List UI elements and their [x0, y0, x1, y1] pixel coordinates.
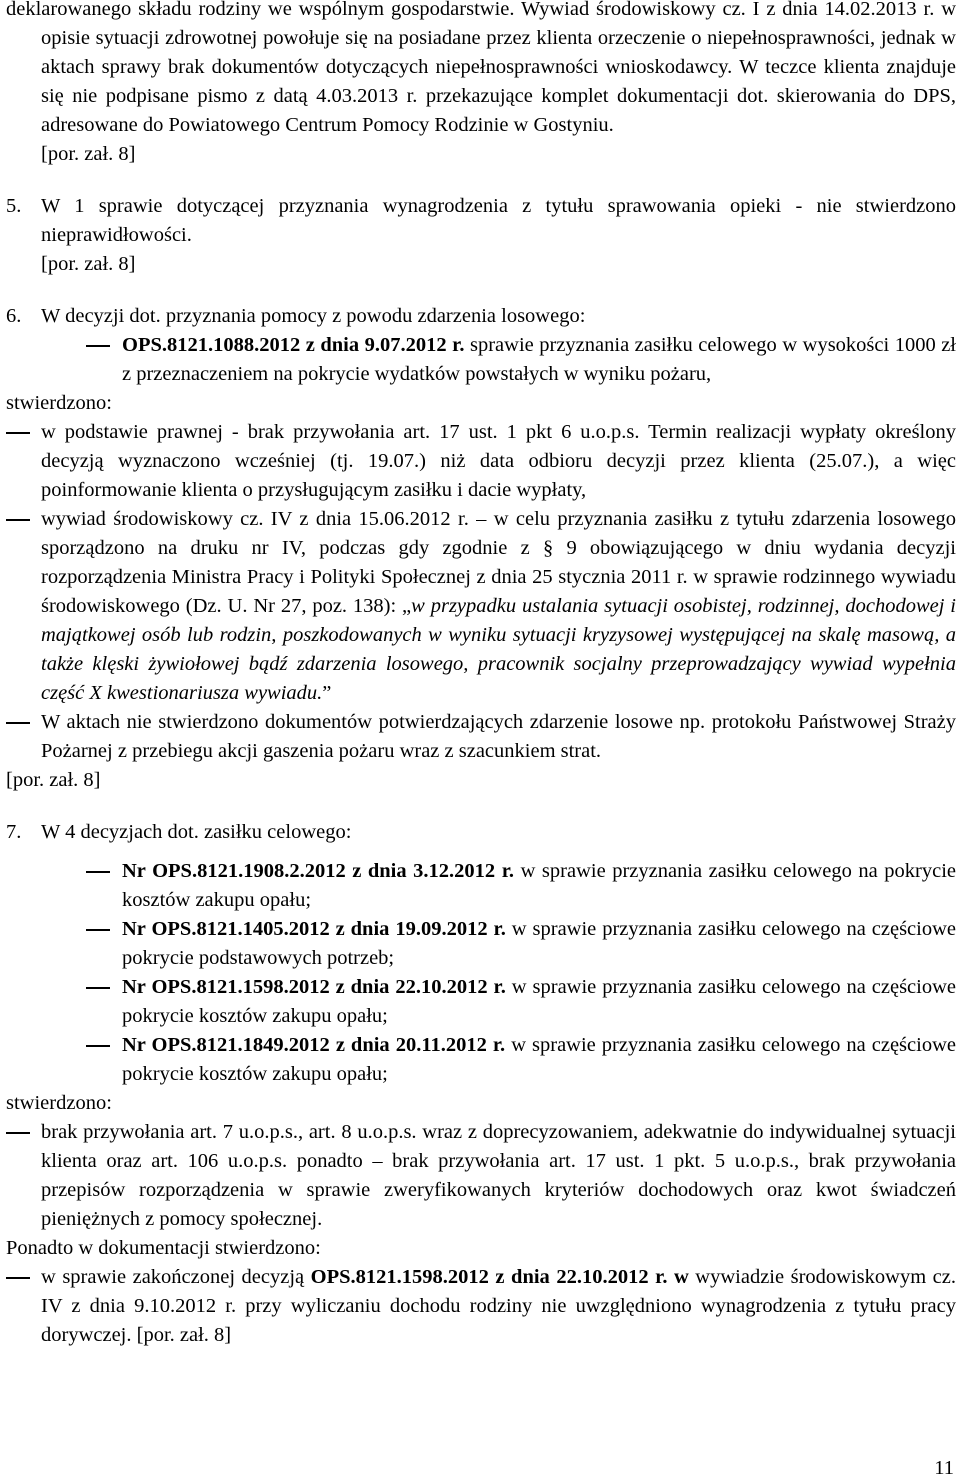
dash-bullet-icon: [86, 1045, 110, 1047]
decision-number: OPS.8121.1088.2012 z dnia 9.07.2012 r.: [122, 334, 465, 356]
item-6: [6, 302, 956, 331]
finding-item: brak przywołania art. 7 u.o.p.s., art. 8 u.o.p.s. wraz z doprecyzowaniem, adekwatnie do indywidualnej sytuacji klienta oraz art. 106 u.o.p.s. ponadto – brak przywołania art. 17 ust. 1 pkt. 5 u.o.p.s., brak przywołania przepisów rozporządzenia w sprawie zweryfikowanych kryteriów dochodowych oraz kwot świadczeń pieniężnych z pomocy społecznej.: [6, 1118, 956, 1234]
decision-entry: Nr OPS.8121.1598.2012 z dnia 22.10.2012 r. w sprawie przyznania zasiłku celowego na częściowe pokrycie kosztów zakupu opału;: [6, 973, 956, 1031]
item-6-number: 6.: [6, 305, 22, 327]
decision-description: sprawie przyznania zasiłku celowego w wysokości 1000 zł z przeznaczeniem na pokrycie wydatków powstałych w wyniku pożaru,: [122, 334, 957, 385]
dash-bullet-icon: [6, 432, 30, 434]
item-5-text: W 1 sprawie dotyczącej przyznania wynagrodzenia z tytułu sprawowania opieki - nie stwierdzono nieprawidłowości.: [41, 195, 956, 246]
item-7-text: W 4 decyzjach dot. zasiłku celowego:: [41, 821, 352, 843]
reference-note: [por. zał. 8]: [41, 253, 136, 275]
dash-bullet-icon: [6, 519, 30, 521]
dash-bullet-icon: [86, 929, 110, 931]
finding-item: w sprawie zakończonej decyzją OPS.8121.1598.2012 z dnia 22.10.2012 r. w wywiadzie środowiskowym cz. IV z dnia 9.10.2012 r. przy wyliczaniu dochodu rodziny nie uwzględniono wynagrodzenia z tytułu pracy dorywczej. [por. zał. 8]: [6, 1263, 956, 1350]
dash-bullet-icon: [6, 722, 30, 724]
finding-item: w podstawie prawnej - brak przywołania art. 17 ust. 1 pkt 6 u.o.p.s. Termin realizacji wypłaty określony decyzją wyznaczono wcześniej (tj. 19.07.) niż data odbioru decyzji przez klienta (25.07.), a więc poinformowanie klienta o przysługującym zasiłku i dacie wypłaty,: [6, 418, 956, 505]
findings-label: stwierdzono:: [6, 392, 112, 414]
reference-note: [por. zał. 8]: [6, 769, 101, 791]
dash-bullet-icon: [6, 1277, 30, 1279]
intro-paragraph: deklarowanego składu rodziny we wspólnym gospodarstwie. Wywiad środowiskowy cz. I z dnia 14.02.2013 r. w opisie sytuacji zdrowotnej powołuje się na posiadane przez klienta orzeczenie o niepełnosprawności, jednak w aktach sprawy brak dokumentów dotyczących niepełnosprawności wnioskodawcy. W teczce klienta znajduje się nie podpisane pismo z datą 4.03.2013 r. przekazujące komplet dokumentacji dot. skierowania do DPS, adresowane do Powiatowego Centrum Pomocy Rodzinie w Gostyniu.: [6, 0, 956, 136]
finding-item: W aktach nie stwierdzono dokumentów potwierdzających zdarzenie losowe np. protokołu Państwowej Straży Pożarnej z przebiegu akcji gaszenia pożaru wraz z szacunkiem strat.: [6, 708, 956, 766]
dash-bullet-icon: [86, 345, 110, 347]
item-7-number: 7.: [6, 821, 22, 843]
item-6-text: W decyzji dot. przyznania pomocy z powodu zdarzenia losowego:: [41, 305, 586, 327]
dash-bullet-icon: [86, 871, 110, 873]
quoted-regulation: w przypadku ustalania sytuacji osobistej, rodzinnej, dochodowej i majątkowej osób lub rodzin, poszkodowanych w wyniku sytuacji kryzysowej występującej na skalę masową, a także klęski żywiołowej bądź zdarzenia losowego, pracownik socjalny przeprowadzający wywiad wypełnia część X kwestionariusza wywiadu.: [41, 595, 956, 704]
item-7: [6, 818, 956, 847]
document-page: [6, 0, 956, 1350]
decision-entry: [6, 331, 956, 389]
item-5: [6, 192, 956, 250]
dash-bullet-icon: [6, 1132, 30, 1134]
decision-entry: Nr OPS.8121.1908.2.2012 z dnia 3.12.2012 r. w sprawie przyznania zasiłku celowego na pokrycie kosztów zakupu opału;: [6, 857, 956, 915]
decision-entry: Nr OPS.8121.1405.2012 z dnia 19.09.2012 r. w sprawie przyznania zasiłku celowego na częściowe pokrycie podstawowych potrzeb;: [6, 915, 956, 973]
additional-findings-label: Ponadto w dokumentacji stwierdzono:: [6, 1237, 321, 1259]
page-number: 11: [934, 1457, 954, 1479]
dash-bullet-icon: [86, 987, 110, 989]
finding-item: wywiad środowiskowy cz. IV z dnia 15.06.2012 r. – w celu przyznania zasiłku z tytułu zdarzenia losowego sporządzono na druku nr IV, podczas gdy zgodnie z § 9 obowiązującego w dniu wydania decyzji rozporządzenia Ministra Pracy i Polityki Społecznej z dnia 25 stycznia 2011 r. w sprawie rodzinnego wywiadu środowiskowego (Dz. U. Nr 27, poz. 138): „w przypadku ustalania sytuacji osobistej, rodzinnej, dochodowej i majątkowej osób lub rodzin, poszkodowanych w wyniku sytuacji kryzysowej występującej na skalę masową, a także klęski żywiołowej bądź zdarzenia losowego, pracownik socjalny przeprowadzający wywiad wypełnia część X kwestionariusza wywiadu.”: [6, 505, 956, 708]
findings-label: stwierdzono:: [6, 1092, 112, 1114]
reference-note: [por. zał. 8]: [41, 143, 136, 165]
item-5-number: 5.: [6, 195, 22, 217]
decision-entry: Nr OPS.8121.1849.2012 z dnia 20.11.2012 r. w sprawie przyznania zasiłku celowego na częściowe pokrycie kosztów zakupu opału;: [6, 1031, 956, 1089]
reference-note: [por. zał. 8]: [136, 1324, 232, 1346]
